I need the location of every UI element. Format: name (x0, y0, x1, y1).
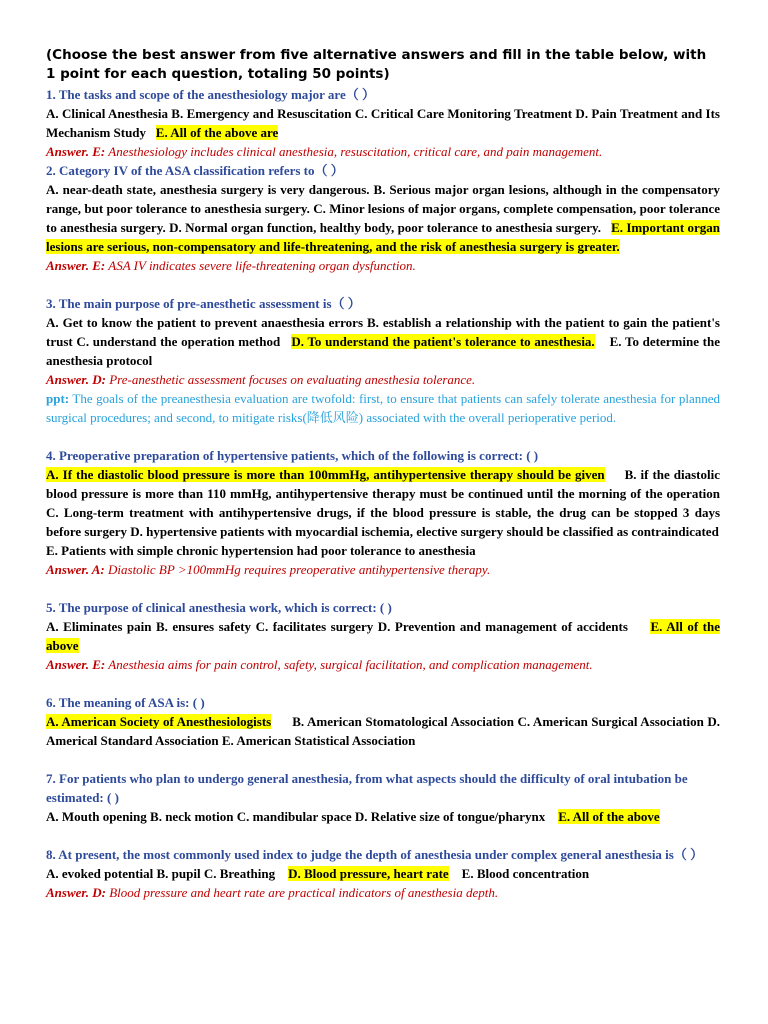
question-4-option-e: E. Patients with simple chronic hypertension had poor tolerance to anesthesia (46, 543, 476, 558)
question-2-stem: 2. Category IV of the ASA classification refers to（ ） (46, 163, 344, 178)
question-6-stem: 6. The meaning of ASA is: ( ) (46, 695, 205, 710)
question-8-choices: A. evoked potential B. pupil C. Breathing (46, 866, 276, 881)
question-3-correct-choice: D. To understand the patient's tolerance to anesthesia. (291, 334, 595, 349)
ppt-text: The goals of the preanesthesia evaluation are twofold: first, to ensure that patients can safely tolerate anesthesia for planned surgical procedures; and second, to mitigate risks(降低风险) associated with the overall perioperative period. (46, 391, 720, 425)
question-3-choices-after: E. To determine the anesthesia protocol (46, 334, 721, 368)
question-5-stem: 5. The purpose of clinical anesthesia work, which is correct: ( ) (46, 600, 392, 615)
spacer (46, 674, 720, 693)
spacer (46, 579, 720, 598)
question-8-stem: 8. At present, the most commonly used index to judge the depth of anesthesia under complex general anesthesia is（ ） (46, 847, 704, 862)
question-6-options (46, 712, 720, 750)
answer-label: Answer. E: (46, 258, 106, 273)
answer-explanation: Anesthesia aims for pain control, safety, surgical facilitation, and complication management. (108, 657, 593, 672)
question-4-options (46, 465, 720, 541)
answer-explanation: Blood pressure and heart rate are practical indicators of anesthesia depth. (109, 885, 499, 900)
question-6 (46, 693, 720, 750)
question-4 (46, 446, 720, 579)
question-2 (46, 161, 720, 275)
answer-label: Answer. A: (46, 562, 105, 577)
ppt-label: ppt: (46, 391, 70, 406)
question-1-options (46, 104, 720, 142)
question-2-options (46, 180, 720, 256)
question-5-options (46, 617, 720, 655)
question-3-options (46, 313, 720, 370)
question-7-correct-choice: E. All of the above (558, 809, 660, 824)
question-1-correct-choice: E. All of the above are (155, 125, 279, 140)
question-5-choices: A. Eliminates pain B. ensures safety C. facilitates surgery D. Prevention and management of accidents (46, 619, 628, 634)
question-1-choices: A. Clinical Anesthesia B. Emergency and Resuscitation C. Critical Care Monitoring Treatment D. Pain Treatment and Its Mechanism Study (46, 106, 720, 140)
question-3-answer (46, 370, 720, 389)
question-7-stem: 7. For patients who plan to undergo general anesthesia, from what aspects should the difficulty of oral intubation be estimated: ( ) (46, 771, 688, 805)
question-5-correct-choice: E. All of the above (46, 619, 720, 653)
question-3-choices: A. Get to know the patient to prevent anaesthesia errors B. establish a relationship with the patient to gain the patient's trust C. understand the operation method (46, 315, 720, 349)
question-4-answer (46, 560, 720, 579)
question-3-ppt-note (46, 389, 720, 427)
question-7-options (46, 807, 720, 826)
answer-explanation: ASA IV indicates severe life-threatening organ dysfunction. (108, 258, 416, 273)
question-1-answer (46, 142, 720, 161)
answer-explanation: Anesthesiology includes clinical anesthesia, resuscitation, critical care, and pain management. (108, 144, 603, 159)
spacer (46, 826, 720, 845)
question-8 (46, 845, 720, 902)
question-8-choices-after: E. Blood concentration (461, 866, 590, 881)
spacer (46, 275, 720, 294)
answer-explanation: Diastolic BP >100mmHg requires preoperative antihypertensive therapy. (108, 562, 491, 577)
question-8-options (46, 864, 720, 883)
question-1 (46, 85, 720, 161)
question-8-answer (46, 883, 720, 902)
question-1-stem: 1. The tasks and scope of the anesthesiology major are（ ） (46, 87, 375, 102)
answer-label: Answer. D: (46, 372, 106, 387)
question-5-answer (46, 655, 720, 674)
question-3-stem: 3. The main purpose of pre-anesthetic assessment is（ ） (46, 296, 361, 311)
question-3 (46, 294, 720, 427)
question-8-correct-choice: D. Blood pressure, heart rate (288, 866, 449, 881)
answer-explanation: Pre-anesthetic assessment focuses on evaluating anesthesia tolerance. (109, 372, 476, 387)
question-7 (46, 769, 720, 826)
question-4-stem: 4. Preoperative preparation of hypertensive patients, which of the following is correct: ( ) (46, 448, 539, 463)
answer-label: Answer. E: (46, 657, 106, 672)
question-4-correct-choice: A. If the diastolic blood pressure is more than 100mmHg, antihypertensive therapy should be given (46, 467, 605, 482)
question-2-correct-choice: E. Important organ lesions are serious, non-compensatory and life-threatening, and the risk of anesthesia surgery is greater. (46, 220, 720, 254)
question-6-choices-after: B. American Stomatological Association C. American Surgical Association D. Americal Standard Association E. American Statistical Association (46, 714, 721, 748)
question-4-choices-after: B. if the diastolic blood pressure is more than 110 mmHg, antihypertensive therapy must be continued until the morning of the operation C. Long-term treatment with antihypertensive drugs, if the blood pressure is stable, the drug can be stopped 3 days before surgery D. hypertensive patients with myocardial ischemia, elective surgery should be classified as contraindicated (46, 467, 721, 539)
exam-page (46, 46, 720, 902)
question-7-choices: A. Mouth opening B. neck motion C. mandibular space D. Relative size of tongue/pharynx (46, 809, 546, 824)
question-2-answer (46, 256, 720, 275)
question-2-choices: A. near-death state, anesthesia surgery is very dangerous. B. Serious major organ lesions, although in the compensatory range, but poor tolerance to anesthesia surgery. C. Minor lesions of major organs, complete compensation, poor tolerance to anesthesia surgery. D. Normal organ function, healthy body, poor tolerance to anesthesia surgery. (46, 182, 720, 235)
instructions: (Choose the best answer from five alternative answers and fill in the table below, with 1 point for each question, totaling 50 points) (46, 47, 707, 82)
question-6-correct-choice: A. American Society of Anesthesiologists (46, 714, 272, 729)
spacer (46, 750, 720, 769)
answer-label: Answer. E: (46, 144, 106, 159)
spacer (46, 427, 720, 446)
question-5 (46, 598, 720, 674)
answer-label: Answer. D: (46, 885, 106, 900)
